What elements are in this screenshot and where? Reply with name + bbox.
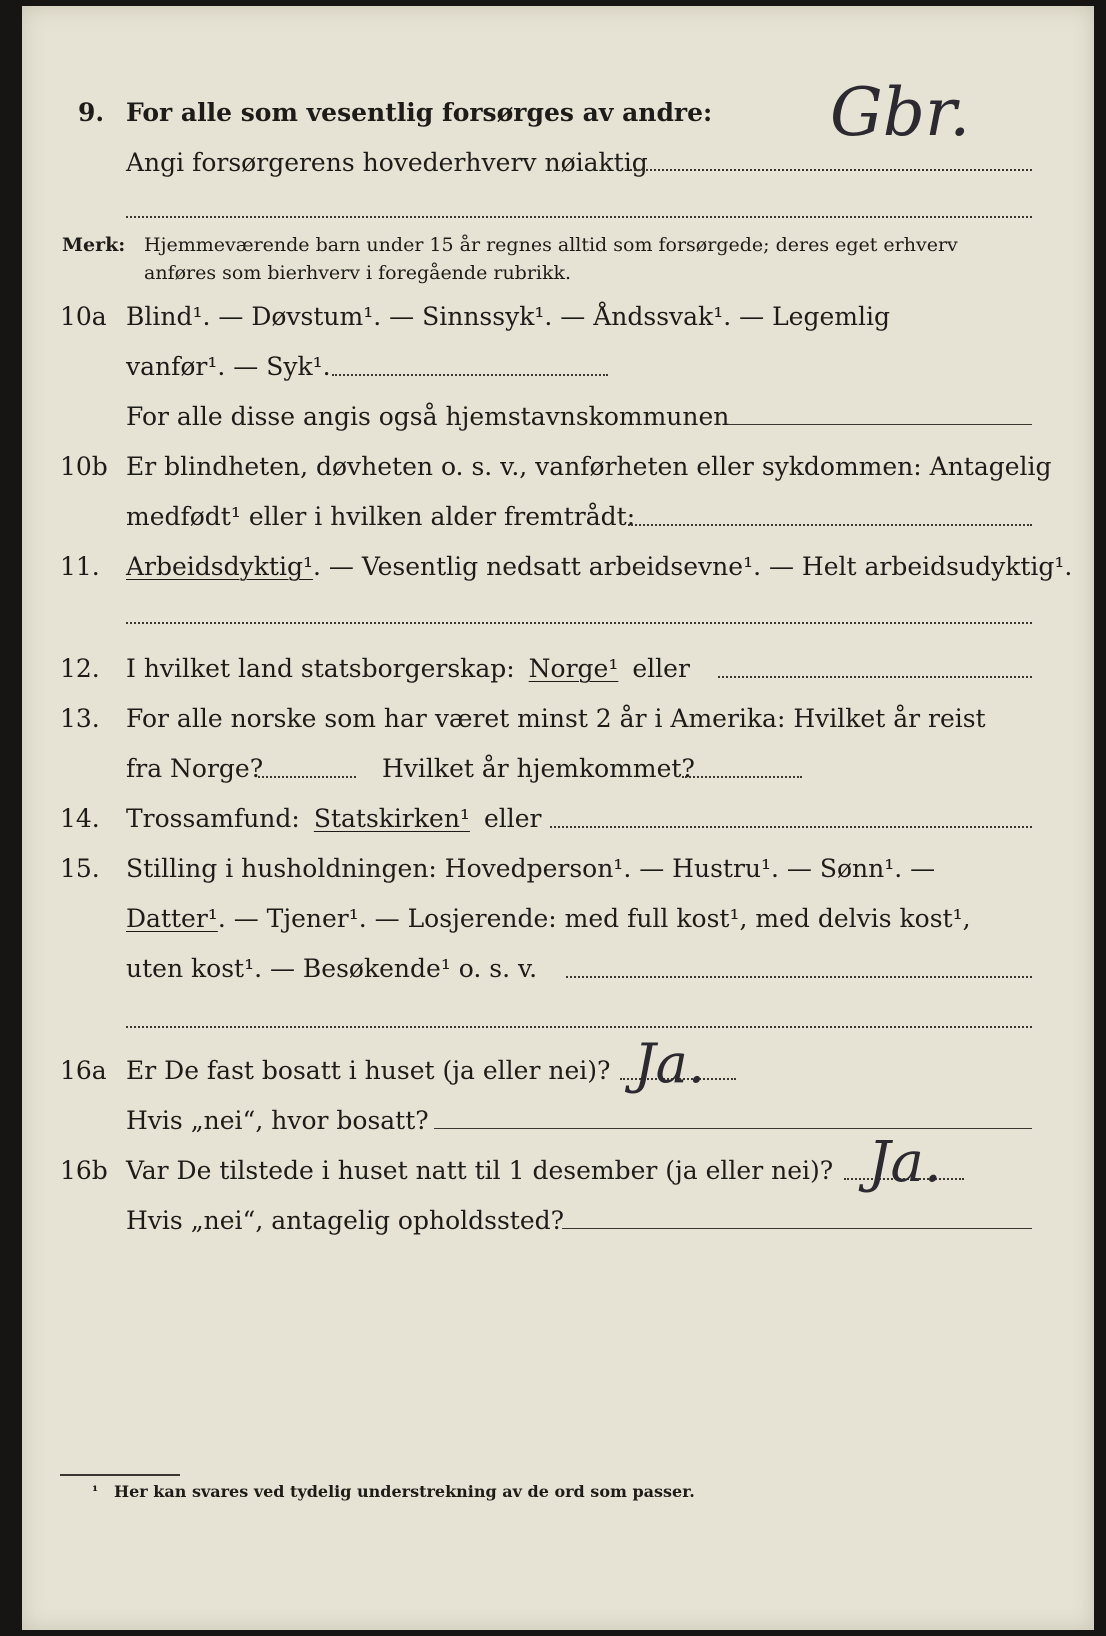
q10b-answer-line — [628, 524, 1032, 526]
q15-extra-line — [126, 1026, 1032, 1028]
q11-option-underlined: Arbeidsdyktig¹ — [126, 552, 313, 581]
q16b-handwritten-answer: Ja. — [868, 1130, 942, 1195]
q13-line-2b: Hvilket år hjemkommet? — [382, 754, 695, 783]
q15-line-2 — [126, 904, 971, 933]
q14-prompt: Trossamfund: — [126, 804, 300, 833]
q15-line-2-rest: . — Tjener¹. — Losjerende: med full kost¹, med delvis kost¹, — [217, 904, 971, 933]
q15-option-underlined: Datter¹ — [126, 904, 218, 933]
q12-prompt: I hvilket land statsborgerskap: — [126, 654, 515, 683]
q13-line-2a: fra Norge? — [126, 754, 264, 783]
q10a-line-3: For alle disse angis også hjemstavnskommunen — [126, 402, 730, 431]
q12-line — [126, 654, 690, 683]
q12-number: 12. — [60, 654, 100, 683]
footnote-rule — [60, 1474, 180, 1476]
q16a-bosatt-line — [434, 1128, 1032, 1129]
q16b-line-1: Var De tilstede i huset natt til 1 desember (ja eller nei)? — [126, 1156, 834, 1185]
q16b-line-2: Hvis „nei“, antagelig opholdssted? — [126, 1206, 565, 1235]
q13-reist-line — [258, 776, 356, 778]
q15-line-3: uten kost¹. — Besøkende¹ o. s. v. — [126, 954, 538, 983]
q12-option-underlined: Norge¹ — [528, 654, 619, 683]
q9-prompt: Angi forsørgerens hovederhverv nøiaktig — [126, 148, 648, 177]
census-form-page — [22, 6, 1094, 1630]
footnote-text: Her kan svares ved tydelig understrekning av de ord som passer. — [114, 1482, 695, 1501]
q13-number: 13. — [60, 704, 100, 733]
q12-answer-line — [718, 676, 1032, 678]
q10b-line-2: medfødt¹ eller i hvilken alder fremtrådt: — [126, 502, 636, 531]
q15-number: 15. — [60, 854, 100, 883]
q14-line — [126, 804, 542, 833]
q14-number: 14. — [60, 804, 100, 833]
q15-line-1: Stilling i husholdningen: Hovedperson¹. — Hustru¹. — Sønn¹. — — [126, 854, 936, 883]
q16a-handwritten-answer: Ja. — [634, 1032, 706, 1095]
merk-label: Merk: — [62, 234, 126, 256]
q10a-kommune-line — [728, 424, 1032, 425]
q16b-number: 16b — [60, 1156, 108, 1185]
q10a-syk-line — [332, 374, 608, 376]
q10b-line-1: Er blindheten, døvheten o. s. v., vanførheten eller sykdommen: Antagelig — [126, 452, 1052, 481]
q10a-line-2: vanfør¹. — Syk¹. — [126, 352, 331, 381]
q15-answer-line — [566, 976, 1032, 978]
q11-answer-line — [126, 622, 1032, 624]
q14-post: eller — [483, 804, 542, 833]
merk-line-1: Hjemmeværende barn under 15 år regnes alltid som forsørgede; deres eget erhverv — [144, 234, 958, 256]
q10a-number: 10a — [60, 302, 107, 331]
q9-handwritten-answer: Gbr. — [830, 74, 971, 151]
merk-line-2: anføres som bierhverv i foregående rubrikk. — [144, 262, 572, 284]
q9-answer-line — [630, 169, 1032, 171]
q11-number: 11. — [60, 552, 100, 581]
footnote-mark: ¹ — [92, 1484, 99, 1500]
q9-question: For alle som vesentlig forsørges av andre: — [126, 98, 713, 127]
q11-options — [126, 552, 1072, 581]
q14-answer-line — [550, 826, 1032, 828]
q13-line-1: For alle norske som har været minst 2 år i Amerika: Hvilket år reist — [126, 704, 986, 733]
q12-post: eller — [632, 654, 690, 683]
q10a-line-1: Blind¹. — Døvstum¹. — Sinnssyk¹. — Åndssvak¹. — Legemlig — [126, 302, 890, 331]
q14-option-underlined: Statskirken¹ — [313, 804, 470, 833]
q10b-number: 10b — [60, 452, 108, 481]
q16a-line-1: Er De fast bosatt i huset (ja eller nei)? — [126, 1056, 611, 1085]
q16a-line-2: Hvis „nei“, hvor bosatt? — [126, 1106, 429, 1135]
separator — [126, 216, 1032, 218]
q11-options-rest: . — Vesentlig nedsatt arbeidsevne¹. — Helt arbeidsudyktig¹. — [312, 552, 1073, 581]
q13-hjemkommet-line — [682, 776, 802, 778]
q16a-number: 16a — [60, 1056, 107, 1085]
q9-number: 9. — [78, 98, 105, 127]
q16b-opholdssted-line — [562, 1228, 1032, 1229]
